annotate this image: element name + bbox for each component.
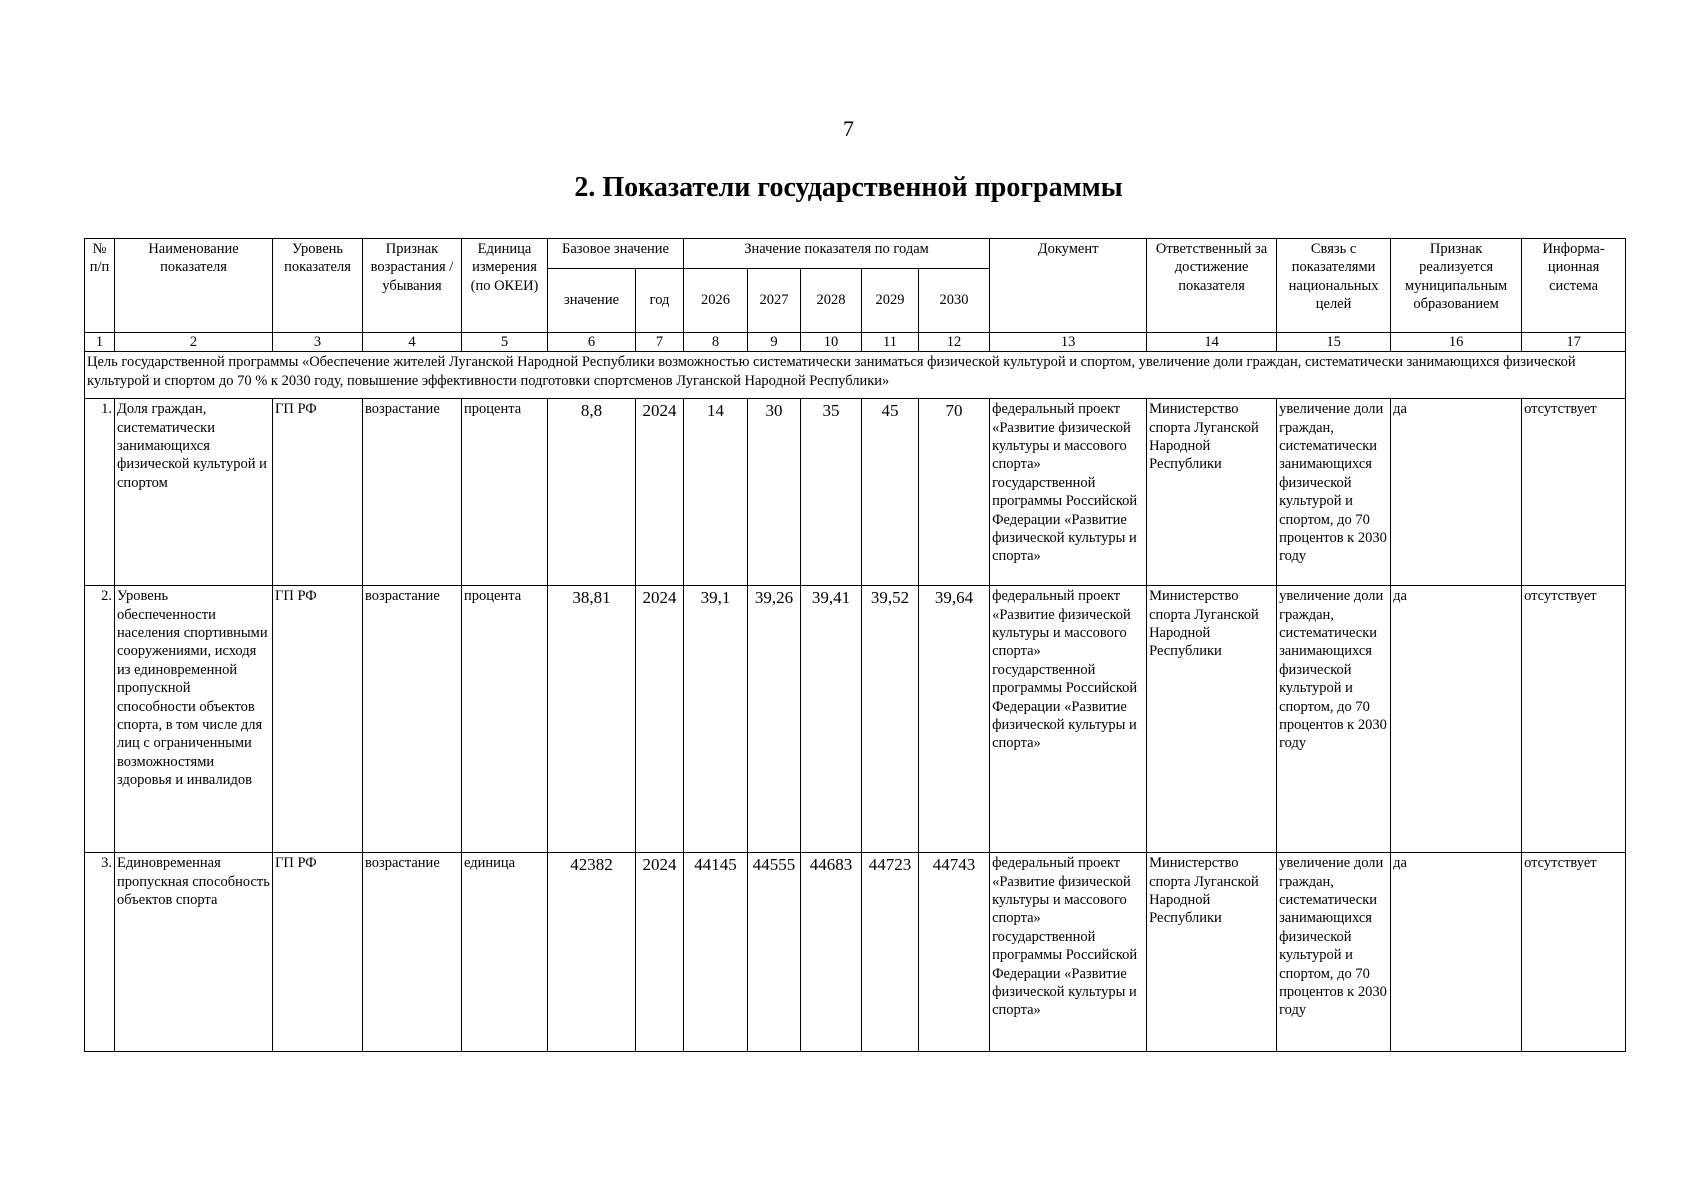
header-year: 2027 <box>748 269 801 333</box>
header-year: 2026 <box>684 269 748 333</box>
header-level: Уровень показателя <box>273 239 363 333</box>
row-unit: единица <box>462 853 548 1052</box>
column-number: 15 <box>1277 333 1391 352</box>
column-number: 2 <box>115 333 273 352</box>
header-base: Базовое значение <box>548 239 684 269</box>
row-municipal: да <box>1391 399 1522 586</box>
row-value-2029: 39,52 <box>862 586 919 853</box>
row-value-2029: 45 <box>862 399 919 586</box>
row-num: 3. <box>85 853 115 1052</box>
row-base-value: 42382 <box>548 853 636 1052</box>
column-number: 12 <box>919 333 990 352</box>
row-value-2030: 39,64 <box>919 586 990 853</box>
column-number: 6 <box>548 333 636 352</box>
row-infosys: отсутствует <box>1522 586 1626 853</box>
row-level: ГП РФ <box>273 399 363 586</box>
row-base-year: 2024 <box>636 399 684 586</box>
row-value-2028: 35 <box>801 399 862 586</box>
header-name: Наименование показателя <box>115 239 273 333</box>
page-title: 2. Показатели государственной программы <box>574 172 1123 203</box>
column-number: 16 <box>1391 333 1522 352</box>
header-trend: Признак возрастания / убывания <box>363 239 462 333</box>
header-base-value: значение <box>548 269 636 333</box>
header-year: 2028 <box>801 269 862 333</box>
row-value-2027: 39,26 <box>748 586 801 853</box>
header-year: 2029 <box>862 269 919 333</box>
row-value-2026: 39,1 <box>684 586 748 853</box>
header-infosys: Информа-ционная система <box>1522 239 1626 333</box>
row-responsible: Министерство спорта Луганской Народной Республики <box>1147 586 1277 853</box>
row-base-year: 2024 <box>636 853 684 1052</box>
row-num: 1. <box>85 399 115 586</box>
column-number: 7 <box>636 333 684 352</box>
row-unit: процента <box>462 399 548 586</box>
goal-row <box>85 352 1626 399</box>
row-value-2030: 70 <box>919 399 990 586</box>
column-number: 4 <box>363 333 462 352</box>
row-value-2028: 44683 <box>801 853 862 1052</box>
row-base-year: 2024 <box>636 586 684 853</box>
table-row <box>85 853 1626 1052</box>
column-number: 1 <box>85 333 115 352</box>
column-number: 5 <box>462 333 548 352</box>
row-municipal: да <box>1391 853 1522 1052</box>
column-number: 8 <box>684 333 748 352</box>
column-number: 10 <box>801 333 862 352</box>
header-document: Документ <box>990 239 1147 333</box>
page-number: 7 <box>843 116 854 141</box>
row-base-value: 8,8 <box>548 399 636 586</box>
row-document: федеральный проект «Развитие физической культуры и массового спорта» государственной программы Российской Федерации «Развитие физической культуры и спорта» <box>990 853 1147 1052</box>
row-unit: процента <box>462 586 548 853</box>
row-num: 2. <box>85 586 115 853</box>
row-trend: возрастание <box>363 586 462 853</box>
row-trend: возрастание <box>363 399 462 586</box>
row-level: ГП РФ <box>273 586 363 853</box>
header-row-top <box>85 239 1626 269</box>
table-row <box>85 399 1626 586</box>
row-infosys: отсутствует <box>1522 853 1626 1052</box>
row-value-2026: 14 <box>684 399 748 586</box>
header-by-years: Значение показателя по годам <box>684 239 990 269</box>
row-municipal: да <box>1391 586 1522 853</box>
indicators-table <box>84 238 1626 1052</box>
row-trend: возрастание <box>363 853 462 1052</box>
table-row <box>85 586 1626 853</box>
row-base-value: 38,81 <box>548 586 636 853</box>
column-number: 9 <box>748 333 801 352</box>
header-link: Связь с показателями национальных целей <box>1277 239 1391 333</box>
row-name: Единовременная пропускная способность объектов спорта <box>115 853 273 1052</box>
column-number: 14 <box>1147 333 1277 352</box>
header-base-year: год <box>636 269 684 333</box>
row-value-2029: 44723 <box>862 853 919 1052</box>
row-value-2028: 39,41 <box>801 586 862 853</box>
column-number: 17 <box>1522 333 1626 352</box>
column-number: 11 <box>862 333 919 352</box>
program-goal: Цель государственной программы «Обеспечение жителей Луганской Народной Республики возможностью систематически заниматься физической культурой и спортом, увеличение доли граждан, систематически занимающихся физической культурой и спортом до 70 % к 2030 году, повышение эффективности подготовки спортсменов Луганской Народной Республики» <box>85 352 1626 399</box>
row-name: Уровень обеспеченности населения спортивными сооружениями, исходя из единовременной пропускной способности объектов спорта, в том числе для лиц с ограниченными возможностями здоровья и инвалидов <box>115 586 273 853</box>
row-value-2027: 30 <box>748 399 801 586</box>
row-link: увеличение доли граждан, систематически занимающихся физической культурой и спортом, до 70 процентов к 2030 году <box>1277 399 1391 586</box>
row-level: ГП РФ <box>273 853 363 1052</box>
row-link: увеличение доли граждан, систематически занимающихся физической культурой и спортом, до 70 процентов к 2030 году <box>1277 586 1391 853</box>
row-link: увеличение доли граждан, систематически занимающихся физической культурой и спортом, до 70 процентов к 2030 году <box>1277 853 1391 1052</box>
row-responsible: Министерство спорта Луганской Народной Республики <box>1147 399 1277 586</box>
column-number: 13 <box>990 333 1147 352</box>
header-unit: Единица измерения (по ОКЕИ) <box>462 239 548 333</box>
header-responsible: Ответственный за достижение показателя <box>1147 239 1277 333</box>
row-value-2030: 44743 <box>919 853 990 1052</box>
row-infosys: отсутствует <box>1522 399 1626 586</box>
header-municipal: Признак реализуется муниципальным образованием <box>1391 239 1522 333</box>
row-name: Доля граждан, систематически занимающихся физической культурой и спортом <box>115 399 273 586</box>
header-year: 2030 <box>919 269 990 333</box>
header-num: № п/п <box>85 239 115 333</box>
row-responsible: Министерство спорта Луганской Народной Республики <box>1147 853 1277 1052</box>
row-document: федеральный проект «Развитие физической культуры и массового спорта» государственной программы Российской Федерации «Развитие физической культуры и спорта» <box>990 399 1147 586</box>
column-number-row <box>85 333 1626 352</box>
column-number: 3 <box>273 333 363 352</box>
row-value-2026: 44145 <box>684 853 748 1052</box>
row-value-2027: 44555 <box>748 853 801 1052</box>
row-document: федеральный проект «Развитие физической культуры и массового спорта» государственной программы Российской Федерации «Развитие физической культуры и спорта» <box>990 586 1147 853</box>
